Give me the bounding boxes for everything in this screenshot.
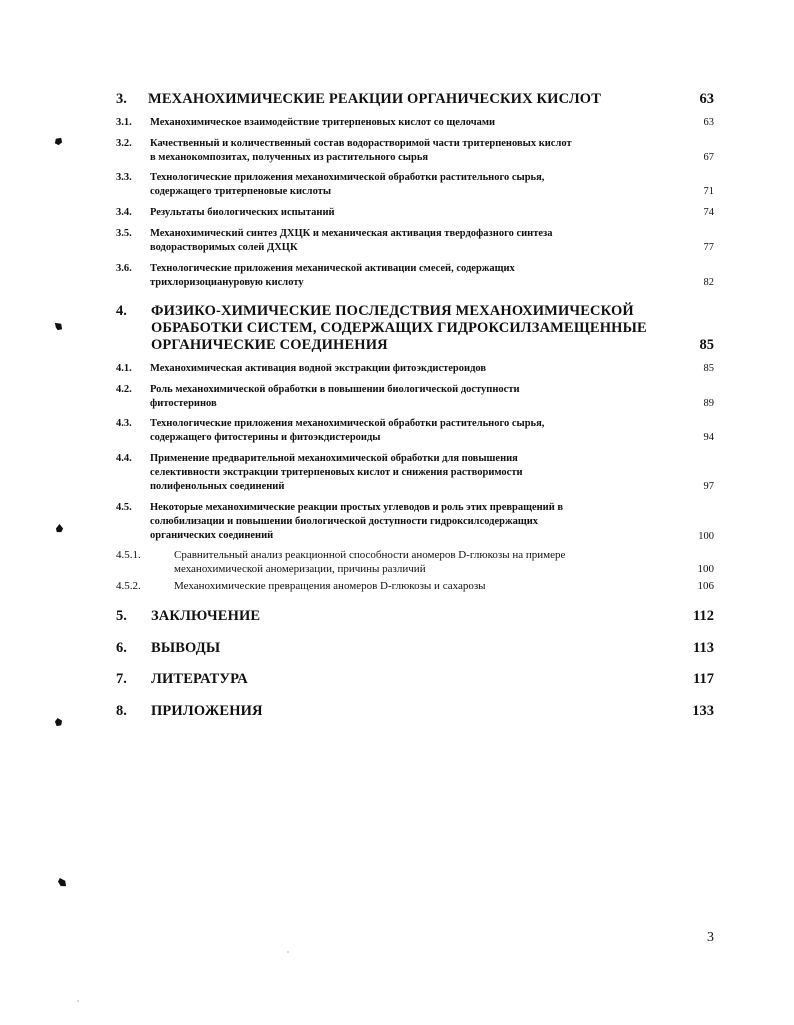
toc-title-line: ОРГАНИЧЕСКИЕ СОЕДИНЕНИЯ: [151, 337, 388, 353]
toc-number: 3.: [116, 91, 127, 107]
toc-title-line: солюбилизации и повышении биологической доступности гидроксилсодержащих: [150, 516, 539, 527]
toc-title-line: Механохимический синтез ДХЦК и механическая активация твердофазного синтеза: [150, 228, 553, 239]
toc-title: ЛИТЕРАТУРА: [151, 671, 248, 687]
toc-title: [150, 227, 553, 255]
toc-number: 4.5.: [116, 502, 132, 513]
scan-speck: [287, 951, 289, 953]
toc-title-line: Сравнительный анализ реакционной способности аномеров D-глюкозы на примере: [174, 549, 566, 561]
toc-number: 8.: [116, 703, 127, 719]
toc-title: [150, 116, 495, 130]
toc-title-line: ОБРАБОТКИ СИСТЕМ, СОДЕРЖАЩИХ ГИДРОКСИЛЗАМЕЩЕННЫЕ: [151, 320, 647, 336]
toc-page: 71: [703, 186, 714, 197]
toc-number: 4.1.: [116, 363, 132, 374]
toc-number: 3.3.: [116, 172, 132, 183]
toc-number: 4.2.: [116, 384, 132, 395]
scan-mark-icon: [55, 524, 64, 533]
toc-title-line: содержащего фитостерины и фитоэкдистероиды: [150, 432, 381, 443]
toc-title-line: Применение предварительной механохимической обработки для повышения: [150, 453, 518, 464]
toc-title-line: полифенольных соединений: [150, 481, 285, 492]
toc-title-line: Качественный и количественный состав водорастворимой части тритерпеновых кислот: [150, 138, 572, 149]
toc-title: [150, 501, 563, 543]
toc-title: [174, 548, 565, 576]
toc-page: 77: [703, 242, 714, 253]
toc-page: 63: [699, 91, 714, 107]
toc-number: 4.3.: [116, 418, 132, 429]
toc-title: [150, 383, 520, 411]
toc-title-line: в механокомпозитах, полученных из растительного сырья: [150, 152, 429, 163]
toc-title-line: механохимической аномеризации, причины различий: [174, 563, 426, 575]
toc-title: [150, 137, 572, 165]
toc-title-line: селективности экстракции тритерпеновых кислот и снижения растворимости: [150, 467, 523, 478]
toc-page: 113: [693, 640, 714, 656]
toc-title-line: органических соединений: [150, 530, 274, 541]
toc-page: 97: [703, 481, 714, 492]
toc-page: 85: [703, 363, 714, 374]
scan-speck: [77, 1000, 79, 1002]
toc-number: 4.4.: [116, 453, 132, 464]
toc-number: 7.: [116, 671, 127, 687]
toc-number: 5.: [116, 608, 127, 624]
toc-page: 100: [698, 531, 714, 542]
toc-page: 106: [697, 580, 714, 592]
toc-page: 63: [703, 117, 714, 128]
toc-page: 100: [697, 563, 714, 575]
toc-title: [150, 417, 544, 445]
toc-page: 89: [703, 398, 714, 409]
page-number: 3: [707, 930, 714, 945]
toc-number: 3.6.: [116, 263, 132, 274]
toc-number: 4.5.2.: [116, 580, 141, 592]
toc-title-line: ФИЗИКО-ХИМИЧЕСКИЕ ПОСЛЕДСТВИЯ МЕХАНОХИМИЧЕСКОЙ: [151, 303, 634, 319]
toc-title-line: Механохимическая активация водной экстракции фитоэкдистероидов: [150, 363, 487, 374]
toc-page: 74: [703, 207, 714, 218]
toc-title: МЕХАНОХИМИЧЕСКИЕ РЕАКЦИИ ОРГАНИЧЕСКИХ КИСЛОТ: [148, 91, 602, 107]
toc-title-line: Механохимические превращения аномеров D-глюкозы и сахарозы: [174, 580, 486, 592]
toc-title-line: содержащего тритерпеновые кислоты: [150, 186, 332, 197]
toc-page: 94: [703, 432, 714, 443]
toc-title-line: Роль механохимической обработки в повышении биологической доступности: [150, 384, 520, 395]
toc-number: 4.: [116, 303, 127, 319]
toc-page: 82: [703, 277, 714, 288]
toc-number: 3.4.: [116, 207, 132, 218]
toc-number: 3.1.: [116, 117, 132, 128]
scan-mark-icon: [54, 718, 63, 727]
toc-title: [174, 579, 486, 593]
toc-number: 3.2.: [116, 138, 132, 149]
toc-page: 67: [703, 152, 714, 163]
toc-page: 133: [692, 703, 714, 719]
scan-mark-icon: [54, 322, 63, 331]
toc-number: 3.5.: [116, 228, 132, 239]
toc-title: [151, 303, 647, 354]
toc-title: ЗАКЛЮЧЕНИЕ: [151, 608, 261, 624]
scan-mark-icon: [54, 137, 63, 146]
toc-title-line: Технологические приложения механохимической обработки растительного сырья,: [150, 418, 545, 429]
toc-title-line: Технологические приложения механохимической обработки растительного сырья,: [150, 172, 545, 183]
toc-title: [150, 362, 486, 376]
toc-title: ПРИЛОЖЕНИЯ: [151, 703, 263, 719]
toc-title: [150, 171, 544, 199]
toc-page: 117: [693, 671, 714, 687]
toc-title: ВЫВОДЫ: [151, 640, 221, 656]
toc-title-line: Результаты биологических испытаний: [150, 207, 335, 218]
scan-mark-icon: [58, 878, 67, 887]
toc-title: [150, 206, 335, 220]
toc-title-line: фитостеринов: [150, 398, 217, 409]
toc-number: 6.: [116, 640, 127, 656]
toc-title: [150, 452, 523, 494]
toc-number: 4.5.1.: [116, 549, 141, 561]
toc-title-line: водорастворимых солей ДХЦК: [150, 242, 298, 253]
toc-title-line: Механохимическое взаимодействие тритерпеновых кислот со щелочами: [150, 117, 496, 128]
toc-title-line: Технологические приложения механической активации смесей, содержащих: [150, 263, 515, 274]
toc-page: 85: [699, 337, 714, 353]
toc-title-line: трихлоризоциануровую кислоту: [150, 277, 304, 288]
toc-title-line: Некоторые механохимические реакции простых углеводов и роль этих превращений в: [150, 502, 564, 513]
toc-title: [150, 262, 515, 290]
toc-page: 112: [693, 608, 714, 624]
